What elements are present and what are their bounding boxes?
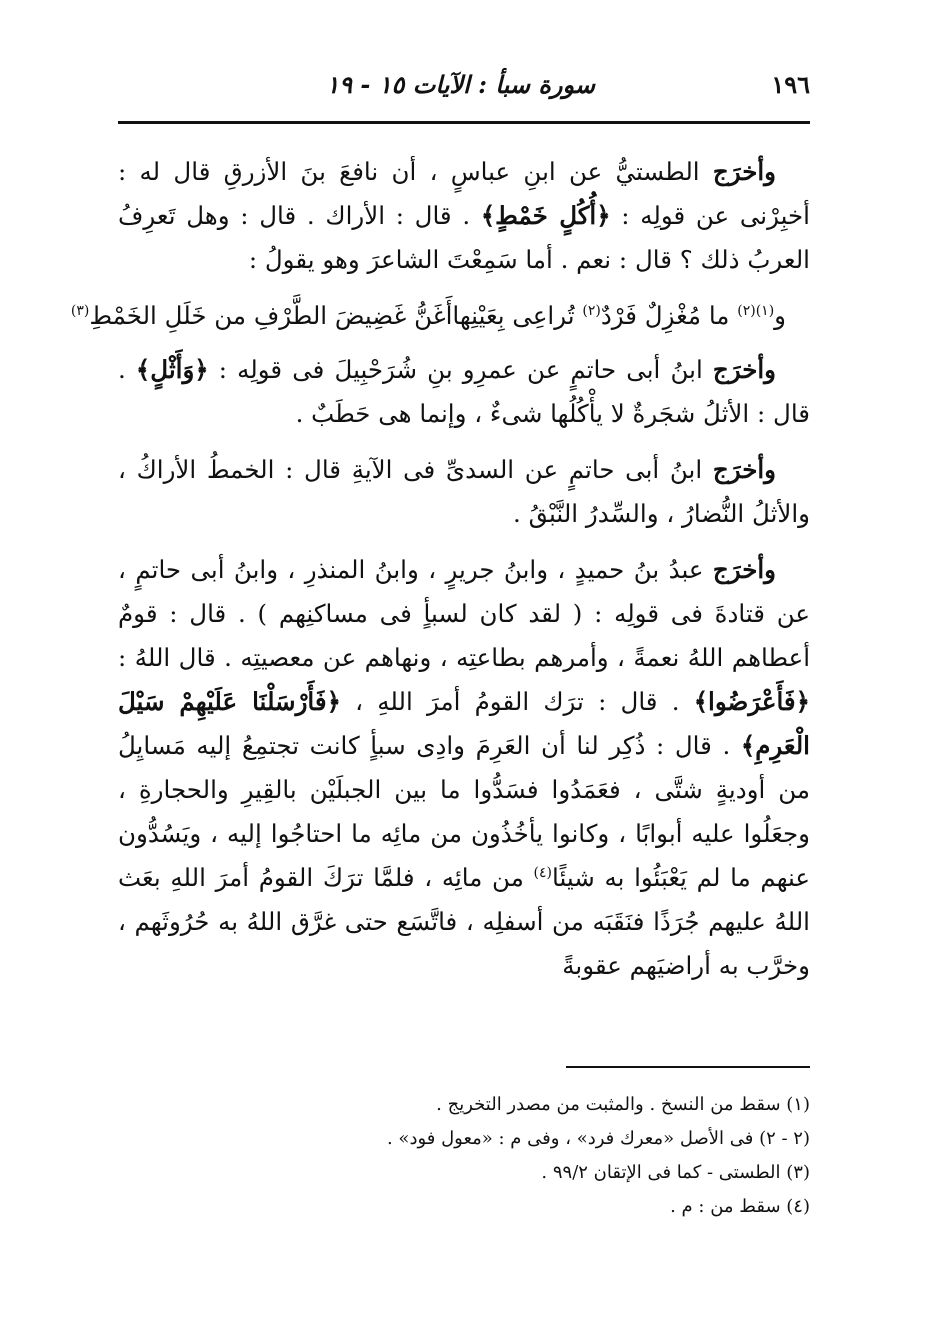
lead-word: وأخرَج [712, 455, 776, 484]
quran-quote: ﴿فَأَعْرَضُوا﴾ [693, 687, 810, 716]
verse-part-1: ما مُغْزِلٌ فَرْدٌ [600, 301, 730, 330]
lead-word: وأخرَج [712, 555, 776, 584]
header-rule [118, 121, 810, 124]
page-header [120, 66, 810, 106]
paragraph-1 [118, 150, 810, 282]
running-title: سورة سبأ : الآيات ١٥ - ١٩ [326, 70, 595, 99]
text-segment: . قال : الأثلُ شجَرةٌ لا يأْكُلُها شىءٌ ، وإنما هى حَطَبٌ . [118, 355, 810, 428]
verse-first-hemistich [452, 294, 786, 338]
quran-quote: ﴿وَأَثْلٍ﴾ [135, 355, 209, 384]
lead-word: وأخرَج [712, 157, 776, 186]
main-text [70, 150, 810, 1000]
footnote-4: (٤) سقط من : م . [670, 1196, 810, 1217]
verse-second-hemistich [71, 294, 453, 338]
verse-prefix: و [774, 301, 786, 330]
text-segment: ابنُ أبى حاتمٍ عن السدىِّ فى الآيةِ قال : الخمطُ الأراكُ ، والأثلُ النُّضارُ ، والسِّدرُ النَّبْقُ . [118, 455, 810, 528]
text-segment: . قال : ترَك القومُ أمرَ اللهِ ، [340, 687, 694, 716]
page-number: ١٩٦ [771, 70, 810, 99]
lead-word: وأخرَج [712, 355, 776, 384]
paragraph-3 [118, 448, 810, 536]
footnote-marker: (٣) [70, 302, 90, 319]
footnotes [118, 1088, 810, 1224]
verse-second-text: أَغَنُّ غَضِيضَ الطَّرْفِ من خَلَلِ الخَمْطِ [89, 301, 453, 330]
paragraph-2 [118, 348, 810, 436]
quran-quote: ﴿أُكُلٍ خَمْطٍ﴾ [480, 201, 611, 230]
text-segment: . قال : الأراك . قال : وهل تَعرِفُ العربُ ذلك ؟ قال : نعم . أما سَمِعْتَ الشاعرَ وهو يقولُ : [118, 201, 810, 274]
verse-part-2: تُراعِى بِعَيْنِها [452, 301, 583, 330]
text-segment: عبدُ بنُ حميدٍ ، وابنُ جريرٍ ، وابنُ المنذرِ ، وابنُ أبى حاتمٍ ، عن قتادةَ فى قولِه : ( لقد كان لسبأٍ فى مساكنِهم ) . قال : قومٌ أعطاهم اللهُ نعمةً ، وأمرهم بطاعتِه ، ونهاهم عن معصيتِه . قال اللهُ : [118, 555, 810, 672]
footnote-3: (٣) الطستى - كما فى الإتقان ٩٩/٢ . [541, 1162, 810, 1183]
footnote-rule [566, 1066, 810, 1068]
footnote-2: (٢ - ٢) فى الأصل «معرك فرد» ، وفى م : «معول فود» . [386, 1128, 810, 1149]
footnote-marker: (١) [755, 302, 775, 319]
quran-quote: ﴿فَأَرْسَلْنَا عَلَيْهِمْ سَيْلَ الْعَرِمِ﴾ [118, 687, 810, 760]
poetry-verse [70, 294, 810, 338]
paragraph-4 [118, 548, 810, 988]
footnote-marker: (٢) [737, 302, 756, 319]
footnote-1: (١) سقط من النسخ . والمثبت من مصدر التخريج . [436, 1094, 810, 1115]
text-segment: الطستيُّ عن ابنِ عباسٍ ، أن نافعَ بنَ الأزرقِ قال له : أخبِرْنى عن قولِه : [118, 157, 810, 230]
text-segment: . قال : ذُكِر لنا أن العَرِمَ وادِى سبأٍ كانت تجتمِعُ إليه مَسايِلُ من أوديةٍ شتَّى ، فعَمَدُوا فسَدُّوا ما بين الجبلَيْن بالقِيرِ والحجارةِ ، وجعَلُوا عليه أبوابًا ، وكانوا يأخُذُون من مائِه ما احتاجُوا إليه ، ويَسُدُّون عنهم ما لم يَعْبَئُوا به شيئًا [118, 731, 810, 892]
footnote-marker: (٢) [582, 302, 601, 319]
text-segment: من مائِه ، فلمَّا ترَكَ القومُ أمرَ اللهِ بعَث اللهُ عليهم جُرَذًا فنَقَبَه من أسفلِه ، فاتَّسَع حتى غرَّق اللهُ به حُرُوثَهم ، وخرَّب به أراضيَهم عقوبةً [118, 863, 810, 980]
footnote-marker: (٤) [533, 864, 552, 881]
text-segment: ابنُ أبى حاتمٍ عن عمرِو بنِ شُرَحْبِيلَ فى قولِه : [208, 355, 713, 384]
